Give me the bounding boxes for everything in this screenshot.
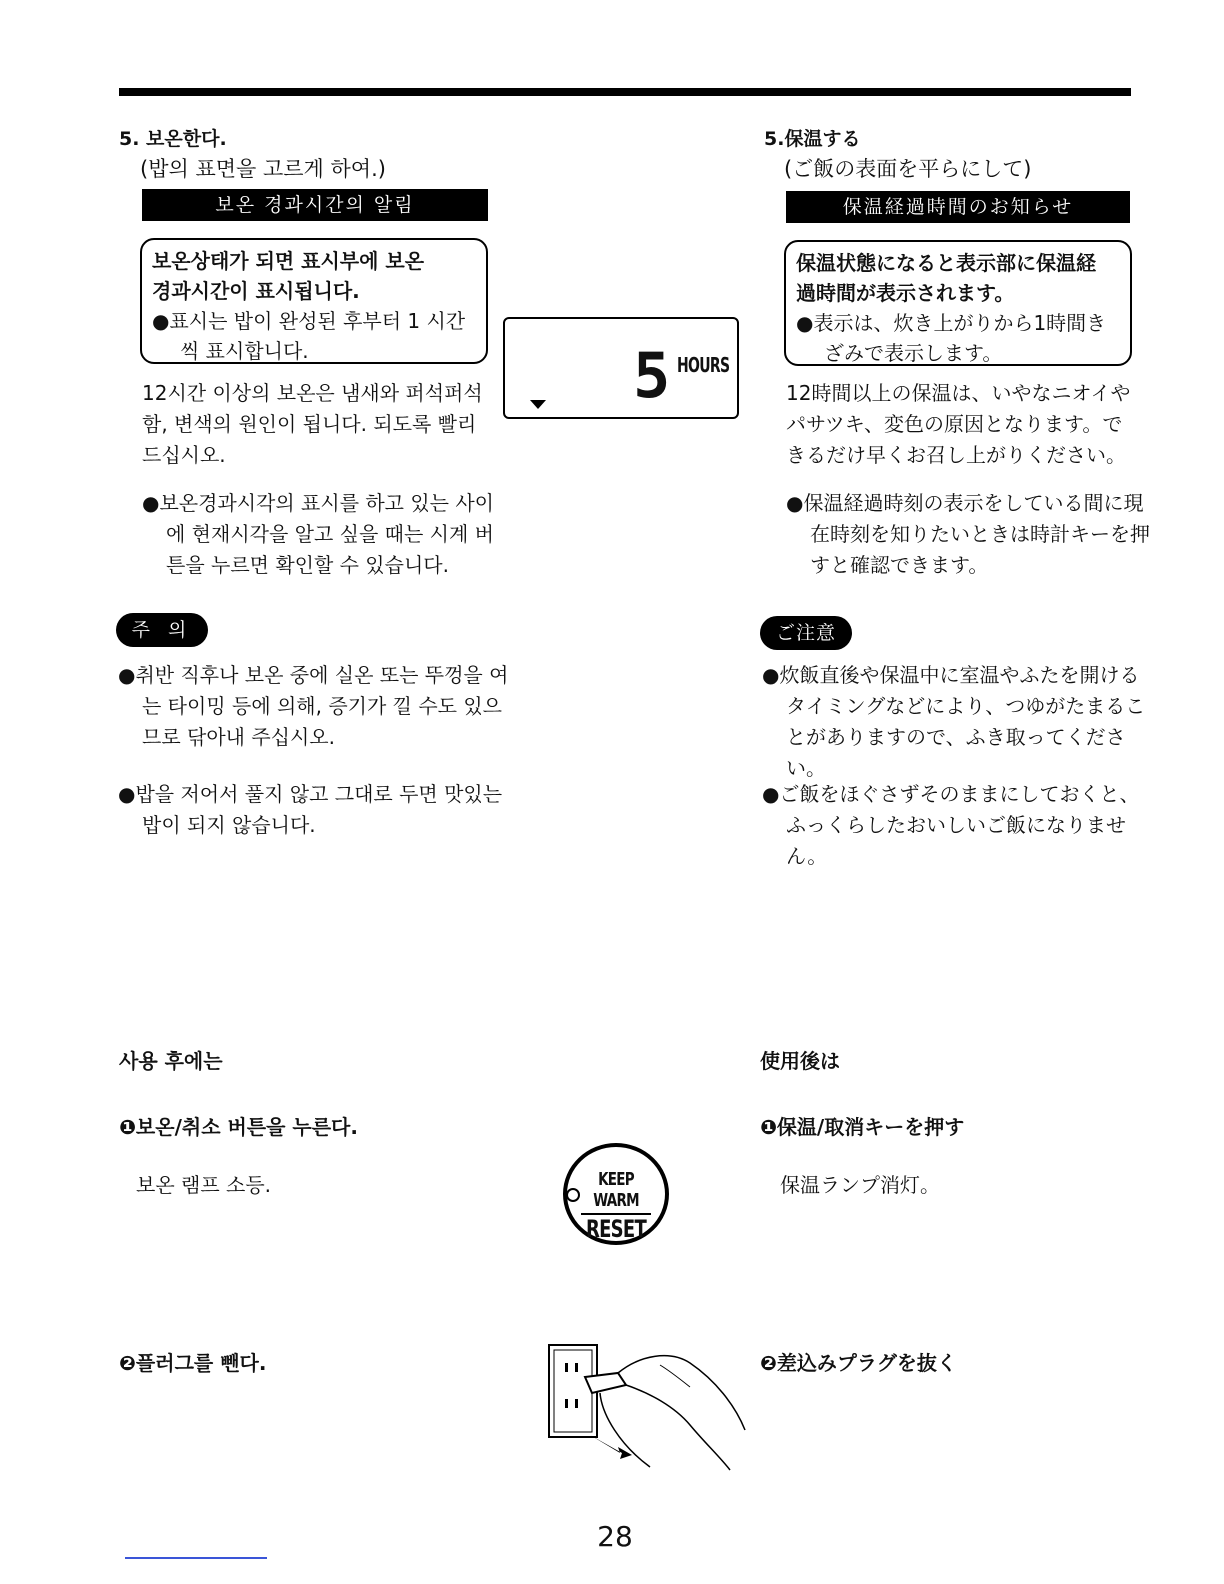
right-para1: 12時間以上の保温は、いやなニオイやパサツキ、変色の原因となります。できるだけ早くお召し上がりください。: [786, 381, 1131, 467]
lcd-display: [503, 317, 739, 419]
right-after-title: 使用後は: [760, 1049, 840, 1073]
lamp-icon: [566, 1188, 580, 1202]
right-caution1: ●炊飯直後や保温中に室温やふたを開けるタイミングなどにより、つゆがたまることがありますので、ふき取ってください。: [762, 663, 1146, 780]
left-box-line2: 경과시간이 표시됩니다.: [152, 279, 360, 303]
footer-line: [125, 1557, 267, 1559]
left-box-bullet: ●표시는 밥이 완성된 후부터 1 시간씩 표시합니다.: [152, 309, 466, 363]
right-section-title: 5.保温する: [764, 128, 861, 150]
left-para1: 12시간 이상의 보온은 냄새와 퍼석퍼석함, 변색의 원인이 됩니다. 되도록 빨리 드십시오.: [142, 381, 483, 467]
unplug-illustration-icon: [540, 1335, 750, 1475]
button-line1: KEEP WARM: [593, 1169, 639, 1211]
right-caution2: ●ご飯をほぐさずそのままにしておくと、ふっくらしたおいしいご飯になりません。: [762, 782, 1140, 868]
left-step1-note: 보온 램프 소등.: [136, 1173, 271, 1197]
page-number: 28: [597, 1520, 633, 1553]
left-info-box: [140, 238, 488, 364]
display-digit: 5: [633, 339, 671, 412]
top-rule: [119, 88, 1131, 96]
left-caution2: ●밥을 저어서 풀지 않고 그대로 두면 맛있는 밥이 되지 않습니다.: [118, 782, 503, 837]
right-para2: ●保温経過時刻の表示をしている間に現在時刻を知りたいときは時計キーを押すと確認できます。: [786, 491, 1150, 577]
right-step2: ❷差込みプラグを抜く: [760, 1351, 957, 1375]
right-subtitle: (ご飯の表面を平らにして): [784, 157, 1032, 181]
left-section-title: 5. 보온한다.: [119, 128, 227, 150]
right-notice-bar: 保温経過時間のお知らせ: [786, 191, 1130, 223]
button-line2: RESET: [586, 1215, 646, 1243]
left-step1: ❶보온/취소 버튼을 누른다.: [119, 1115, 358, 1139]
right-step1-note: 保温ランプ消灯。: [780, 1173, 940, 1197]
left-subtitle: (밥의 표면을 고르게 하여.): [140, 157, 386, 181]
left-caution-badge: 주 의: [116, 613, 208, 647]
left-notice-bar: 보온 경과시간의 알림: [142, 189, 488, 221]
display-unit: HOURS: [677, 353, 730, 377]
right-box-line1: 保温状態になると表示部に保温経: [796, 251, 1096, 275]
left-para2: ●보온경과시각의 표시를 하고 있는 사이에 현재시각을 알고 싶을 때는 시계 버튼을 누르면 확인할 수 있습니다.: [142, 491, 495, 577]
right-step1: ❶保温/取消キーを押す: [760, 1115, 965, 1139]
left-box-line1: 보온상태가 되면 표시부에 보온: [152, 249, 425, 273]
right-info-box: [784, 240, 1132, 366]
right-box-line2: 過時間が表示されます。: [796, 281, 1015, 305]
left-step2: ❷플러그를 뺀다.: [119, 1351, 267, 1375]
left-caution1: ●취반 직후나 보온 중에 실온 또는 뚜껑을 여는 타이밍 등에 의해, 증기가 낄 수도 있으므로 닦아내 주십시오.: [118, 663, 509, 749]
right-caution-badge: ご注意: [760, 616, 852, 650]
left-after-title: 사용 후에는: [119, 1049, 223, 1073]
right-box-bullet: ●表示は、炊き上がりから1時間きざみで表示します。: [796, 311, 1107, 365]
triangle-down-icon: [529, 399, 547, 411]
